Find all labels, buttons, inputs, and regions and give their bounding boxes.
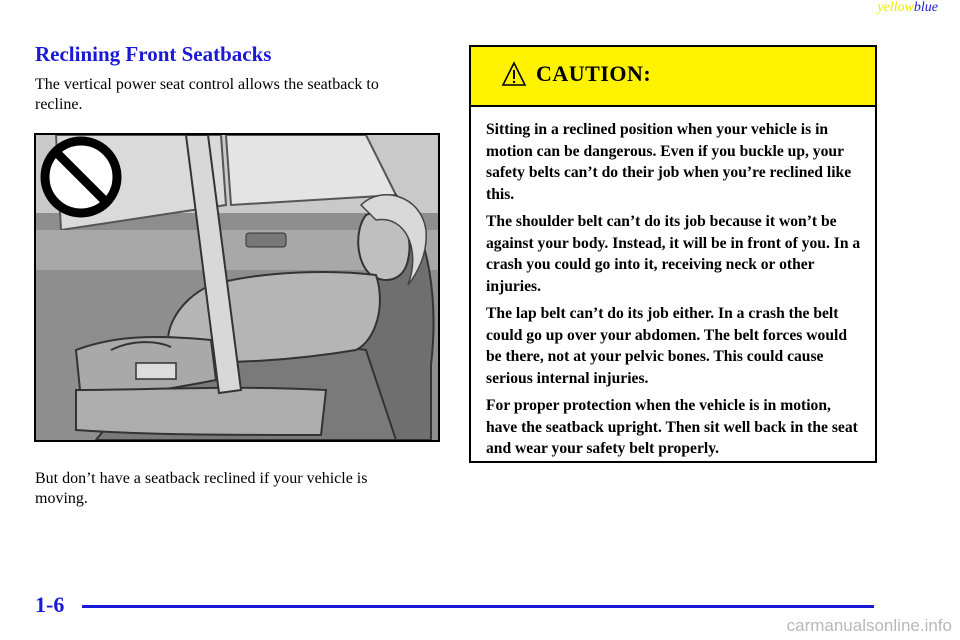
warning-triangle-icon: [501, 61, 527, 87]
color-tag-blue: blue: [913, 0, 938, 15]
caution-title: CAUTION:: [536, 61, 652, 86]
reclined-occupant-drawing: [36, 135, 438, 440]
caution-paragraph: For proper protection when the vehicle is in motion, have the seatback upright. Then sit well back in the seat and wear your safety belt properly.: [486, 397, 858, 457]
prohibition-icon: [45, 141, 117, 213]
outro-paragraph: But don’t have a seatback reclined if your vehicle is moving.: [35, 470, 368, 507]
footer-rule: [82, 605, 874, 608]
caution-paragraph: The shoulder belt can’t do its job because it won’t be against your body. Instead, it will be in front of you. In a crash you could go into it, receiving neck or other injuries.: [486, 213, 861, 295]
caution-box: [469, 45, 877, 463]
intro-paragraph: The vertical power seat control allows the seatback to recline.: [35, 76, 379, 113]
color-tag: [877, 0, 938, 16]
section-title: Reclining Front Seatbacks: [35, 42, 272, 66]
reclined-seat-illustration: [34, 133, 440, 442]
watermark: carmanualsonline.info: [786, 616, 952, 635]
caution-paragraph: The lap belt can’t do its job either. In a crash the belt could go up over your abdomen. The belt forces would be there, not at your pelvic bones. This could cause serious internal injuries.: [486, 305, 848, 387]
color-tag-yellow: yellow: [877, 0, 914, 15]
caution-paragraph: Sitting in a reclined position when your vehicle is in motion can be dangerous. Even if you buckle up, your safety belts can’t do their job when you’re reclined like this.: [486, 121, 852, 203]
page-number: 1-6: [35, 592, 65, 617]
caution-header: [471, 47, 875, 107]
caution-body: [471, 107, 875, 460]
